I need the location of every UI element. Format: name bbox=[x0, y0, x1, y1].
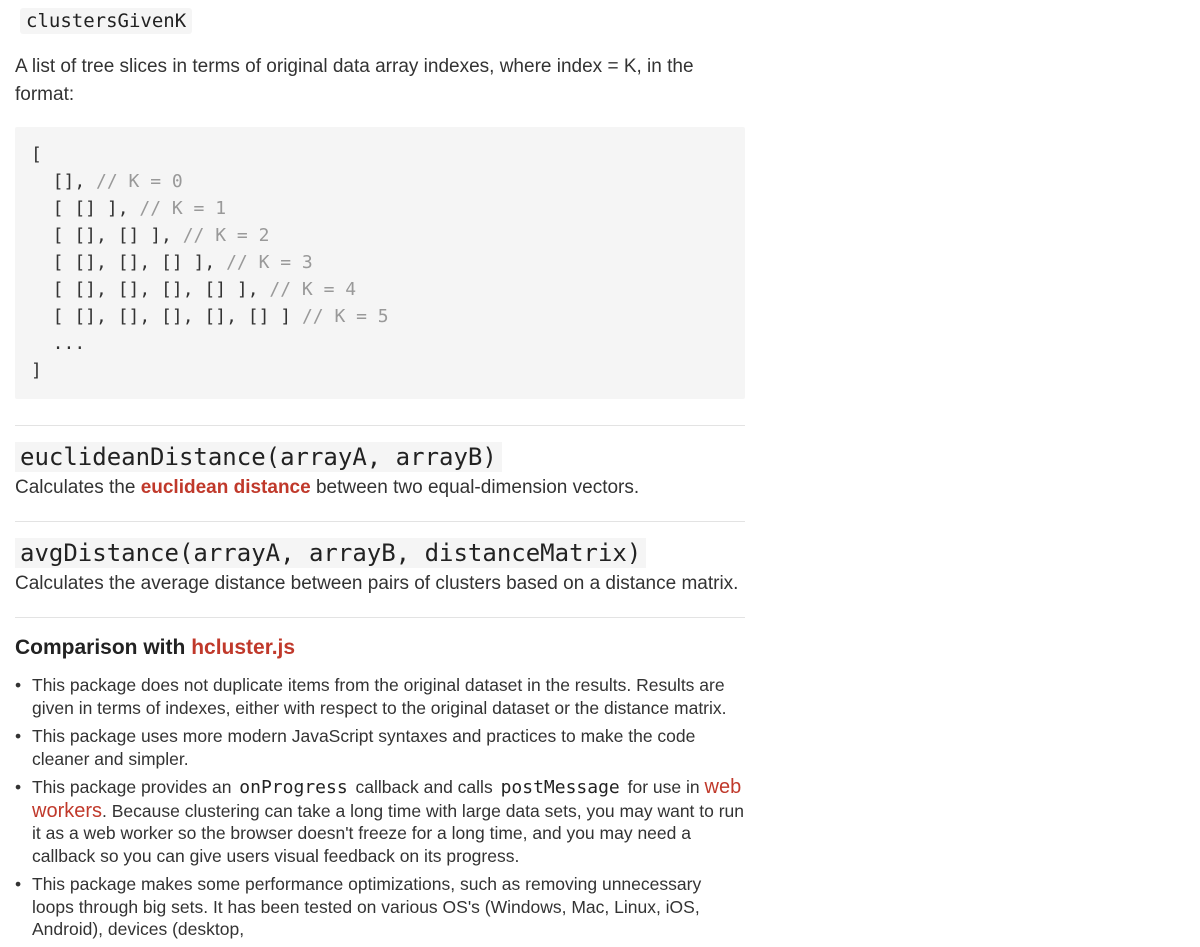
section-divider bbox=[15, 521, 745, 522]
code-text: ] bbox=[31, 360, 42, 381]
section-divider bbox=[15, 425, 745, 426]
code-line bbox=[31, 141, 729, 168]
euclidean-desc-after: between two equal-dimension vectors. bbox=[310, 477, 640, 498]
euclidean-distance-signature: euclideanDistance(arrayA, arrayB) bbox=[15, 442, 502, 472]
code-comment: // K = 2 bbox=[182, 225, 270, 246]
clusters-given-k-title bbox=[15, 8, 745, 35]
list-item bbox=[15, 674, 745, 719]
euclidean-distance-link[interactable]: euclidean distance bbox=[140, 477, 311, 498]
web-workers-link[interactable]: web workers bbox=[32, 776, 742, 822]
code-text: ... bbox=[31, 333, 86, 354]
section-divider bbox=[15, 617, 745, 618]
code-line bbox=[31, 222, 729, 249]
code-line bbox=[31, 330, 729, 357]
code-comment: // K = 1 bbox=[139, 198, 227, 219]
bullet: • bbox=[15, 675, 22, 695]
code-line bbox=[31, 249, 729, 276]
code-text: [ [], [], [], [] ], bbox=[31, 279, 270, 300]
comparison-title-prefix: Comparison with bbox=[15, 636, 192, 659]
comparison-list bbox=[15, 674, 745, 941]
code-line bbox=[31, 195, 729, 222]
post-message-code: postMessage bbox=[500, 777, 620, 798]
hcluster-link[interactable]: hcluster.js bbox=[191, 636, 296, 659]
code-line bbox=[31, 303, 729, 330]
doc-content bbox=[15, 0, 745, 947]
code-text: [ [] ], bbox=[31, 198, 140, 219]
code-text: [ [], [], [] ], bbox=[31, 252, 227, 273]
bullet: • bbox=[15, 777, 22, 797]
comparison-heading bbox=[15, 634, 745, 662]
list-item-text-part1: This package provides an bbox=[32, 777, 237, 797]
list-item-text: This package uses more modern JavaScript syntaxes and practices to make the code cleaner and simpler. bbox=[32, 726, 696, 769]
code-text: [ [], [] ], bbox=[31, 225, 183, 246]
bullet: • bbox=[15, 874, 22, 894]
code-line bbox=[31, 168, 729, 195]
bullet: • bbox=[15, 726, 22, 746]
list-item-text: This package makes some performance optimizations, such as removing unnecessary loops through big sets. It has been tested on various OS's (Windows, Mac, Linux, iOS, Android), devices (desktop, bbox=[32, 874, 702, 939]
avg-distance-signature: avgDistance(arrayA, arrayB, distanceMatrix) bbox=[15, 538, 646, 568]
list-item-text-part3: for use in bbox=[622, 777, 705, 797]
code-text: [ bbox=[31, 144, 42, 165]
list-item-text: This package does not duplicate items from the original dataset in the results. Results are given in terms of indexes, either with respect to the original dataset or the distance matrix. bbox=[32, 675, 727, 718]
code-block-format bbox=[15, 127, 745, 399]
avg-distance-description: Calculates the average distance between pairs of clusters based on a distance matrix. bbox=[15, 573, 739, 594]
code-text: [], bbox=[31, 171, 97, 192]
list-item bbox=[15, 873, 745, 941]
list-item bbox=[15, 725, 745, 770]
code-line bbox=[31, 357, 729, 384]
clusters-given-k-code: clustersGivenK bbox=[20, 8, 192, 34]
clusters-given-k-description: A list of tree slices in terms of original data array indexes, where index = K, in the format: bbox=[15, 56, 694, 105]
on-progress-code: onProgress bbox=[239, 777, 348, 798]
avg-distance-heading bbox=[15, 538, 745, 568]
list-item-text-part4: . Because clustering can take a long time with large data sets, you may want to run it as a web worker so the browser doesn't freeze for a long time, and you may need a callback so you can give users visual feedback on its progress. bbox=[32, 800, 745, 866]
euclidean-distance-heading bbox=[15, 442, 745, 472]
list-item-text-part2: callback and calls bbox=[350, 777, 498, 797]
code-comment: // K = 0 bbox=[96, 171, 183, 192]
euclidean-distance-description bbox=[15, 474, 745, 502]
code-text: [ [], [], [], [], [] ] bbox=[31, 306, 302, 327]
euclidean-desc-before: Calculates the bbox=[15, 477, 141, 498]
code-comment: // K = 3 bbox=[226, 252, 313, 273]
code-comment: // K = 4 bbox=[269, 279, 357, 300]
code-comment: // K = 5 bbox=[301, 306, 389, 327]
code-line bbox=[31, 276, 729, 303]
list-item bbox=[15, 776, 745, 867]
